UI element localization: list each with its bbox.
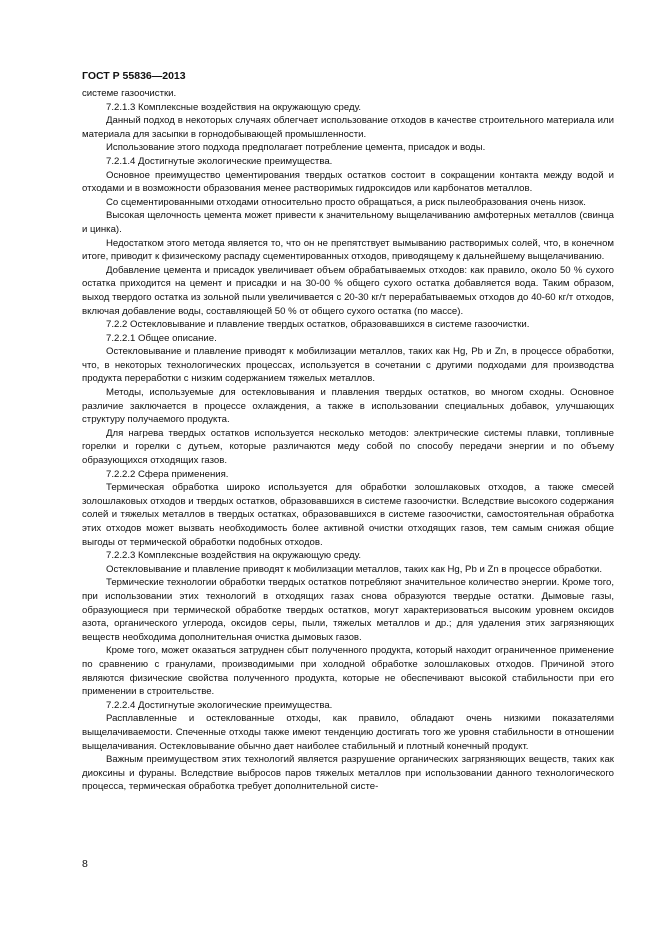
paragraph: Методы, используемые для остекловывания и плавления твердых остатков, во многом сходны. Основное различие заключается в процессе охлаждения, а также в использовании специальных добавок, улучшающих структуру получаемого продукта. [82, 387, 614, 426]
paragraph: Основное преимущество цементирования твердых остатков состоит в сокращении контакта между водой и отходами и в возможности образования менее растворимых гидроксидов или карбонатов металлов. [82, 169, 614, 195]
paragraph: Недостатком этого метода является то, что он не препятствует вымыванию растворимых солей, что, в конечном итоге, приводит к физическому распаду сцементированных отходов, приводящему к дальнейшему выщелачиванию. [82, 237, 614, 263]
paragraph: Добавление цемента и присадок увеличивает объем обрабатываемых отходов: как правило, около 50 % сухого остатка приходится на цемент и присадки и на 30-00 % общего сухого остатка добавляется вода. Таким образом, выход твердого остатка из зольной пыли увеличивается с 20-30 кг/т перерабатываемых отходов до 40-60 кг/т отходов, включая добавление воды, составляющей 50 % от общего сухого остатка (по массе). [82, 264, 614, 317]
paragraph: системе газоочистки. [82, 88, 177, 99]
paragraph: Термическая обработка широко используется для обработки золошлаковых отходов, а также смесей золошлаковых отходов и твердых остатков, образовавшихся в системе газоочистки. Вследствие высокого содержания солей и тяжелых металлов в твердых остатках, образовавшихся в системе газоочистки, самостоятельная обработка этих отходов может вызвать необходимость более активной очистки отходящих газов, тем самым снижая общие выгоды от термической обработки подобных отходов. [82, 482, 614, 548]
paragraph: Использование этого подхода предполагает потребление цемента, присадок и воды. [106, 142, 486, 154]
paragraph: Высокая щелочность цемента может привести к значительному выщелачиванию амфотерных металлов (свинца и цинка). [82, 210, 614, 235]
paragraph: Данный подход в некоторых случаях облегчает использование отходов в качестве строительного материала или материала для засыпки в горнодобывающей промышленности. [82, 115, 614, 140]
paragraph: 7.2.2.3 Комплексные воздействия на окружающую среду. [106, 550, 362, 562]
paragraph: Остекловывание и плавление приводят к мобилизации металлов, таких как Hg, Pb и Zn, в процессе обработки, что, в некоторых технологических процессах, используется в сочетании с другими подходами для производства продукта переработки с низким содержанием тяжелых металлов. [82, 346, 614, 385]
standard-header: ГОСТ Р 55836—2013 [82, 70, 186, 82]
paragraph: 7.2.2 Остекловывание и плавление твердых остатков, образовавшихся в системе газоочистки. [106, 319, 530, 331]
paragraph: Для нагрева твердых остатков используется несколько методов: электрические системы плавки, топливные горелки и горелки с дутьем, которые различаются меду собой по способу передачи энергии и по объему образующихся отходящих газов. [82, 427, 614, 467]
paragraph: 7.2.1.4 Достигнутые экологические преимущества. [106, 155, 333, 167]
paragraph: Со сцементированными отходами относительно просто обращаться, а риск пылеобразования очень низок. [106, 196, 586, 208]
page-number: 8 [82, 858, 88, 870]
body-text [82, 87, 614, 794]
paragraph: Расплавленные и остеклованные отходы, как правило, обладают очень низкими показателями выщелачиваемости. Спеченные отходы также имеют тенденцию достигать того же уровня стабильности в отношении выщелачивания. Остекловывание обычно дает наиболее стабильный и плотный конечный продукт. [82, 713, 614, 752]
paragraph: 7.2.2.2 Сфера применения. [106, 468, 229, 480]
paragraph: Термические технологии обработки твердых остатков потребляют значительное количество энергии. Кроме того, при использовании этих технологий в отходящих газах снова образуются твердые остатки. Дымовые газы, образующиеся при термической обработке твердых остатков, могут характеризоваться высоким уровнем оксидов азота, органического углерода, оксидов серы, пыли, тяжелых металлов и др.; для удаления этих загрязняющих веществ необходима дополнительная очистка дымовых газов. [82, 577, 614, 643]
paragraph: 7.2.1.3 Комплексные воздействия на окружающую среду. [106, 101, 362, 113]
paragraph: Важным преимуществом этих технологий является разрушение органических загрязняющих веществ, таких как диоксины и фураны. Вследствие выбросов паров тяжелых металлов при использовании данного технологического процесса, термическая обработка требует дополнительной систе- [82, 754, 614, 793]
paragraph: Остекловывание и плавление приводят к мобилизации металлов, таких как Hg, Pb и Zn в процессе обработки. [106, 563, 603, 575]
paragraph: 7.2.2.1 Общее описание. [106, 332, 217, 344]
paragraph: 7.2.2.4 Достигнутые экологические преимущества. [106, 699, 333, 711]
paragraph: Кроме того, может оказаться затруднен сбыт полученного продукта, который находит ограниченное применение по сравнению с гранулами, производимыми при холодной обработке золошлаковых отходов. Причиной этого являются физические свойства полученного продукта, которые не обеспечивают высокой стабильности при его применении в строительстве. [82, 645, 614, 698]
